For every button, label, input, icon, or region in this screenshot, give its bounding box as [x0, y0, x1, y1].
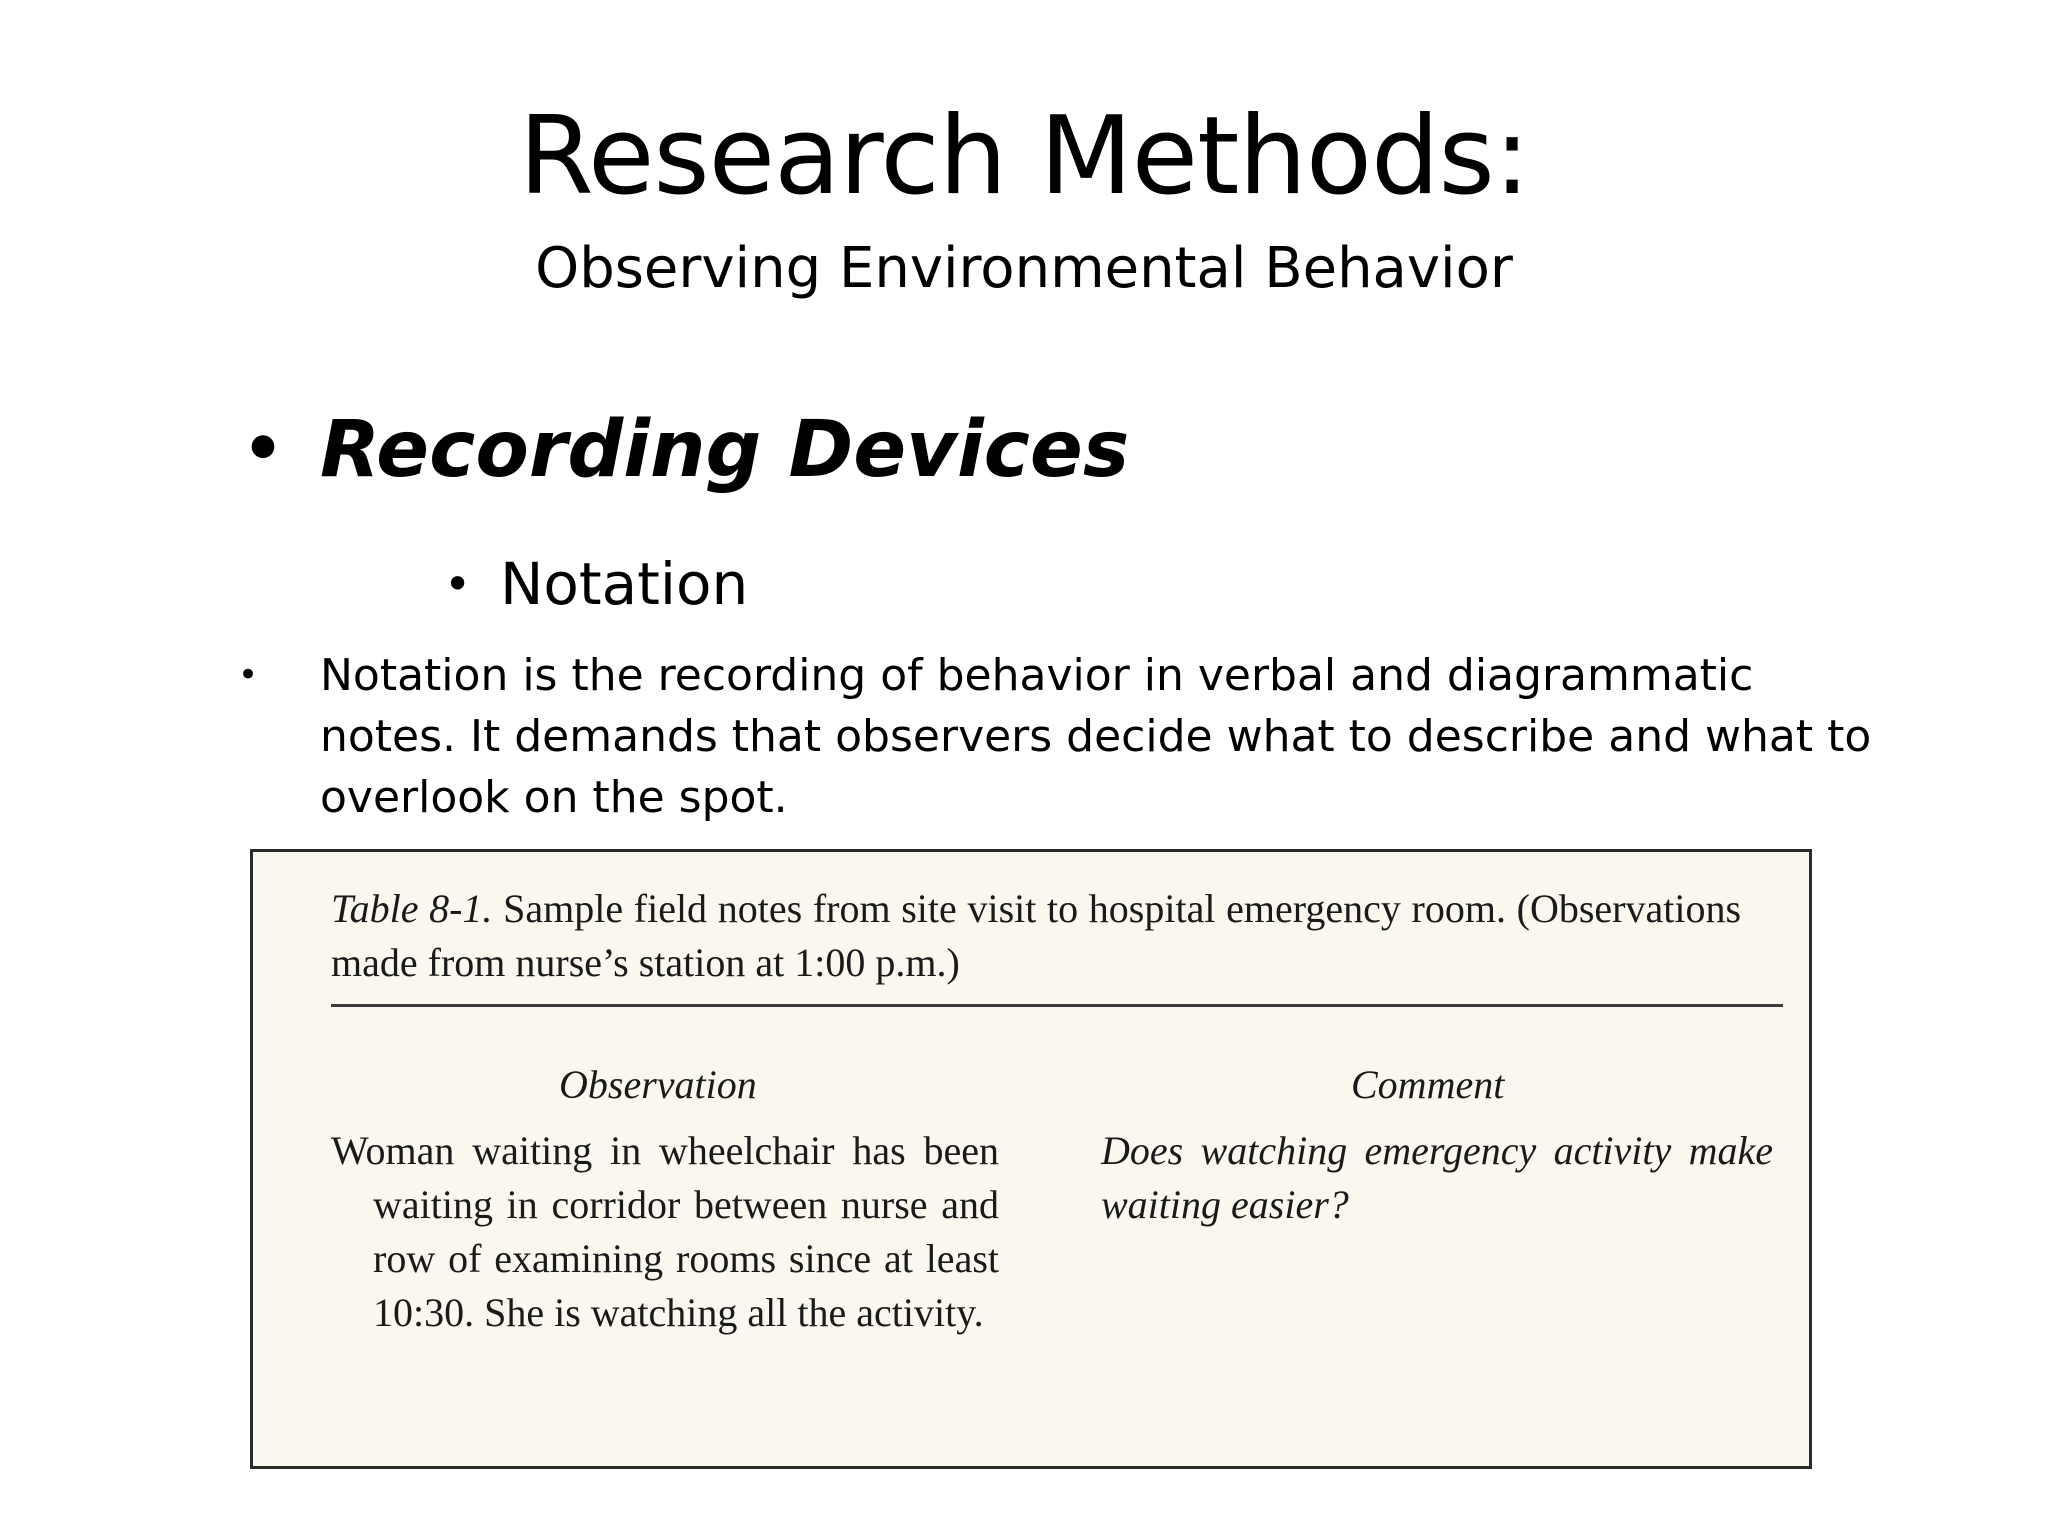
bullet-dot: •: [238, 655, 259, 695]
observation-text: Woman waiting in wheelchair has been waiting in corridor between nurse and row of examining rooms since at least 10:30. She is watching all the activity.: [331, 1128, 999, 1335]
definition-text: Notation is the recording of behavior in verbal and diagrammatic notes. It demands that observers decide what to describe and what to overlook on the spot.: [320, 650, 1872, 823]
bullet-notation: [444, 548, 748, 620]
bullet-recording-devices: [240, 400, 1129, 500]
bullet-dot: •: [444, 557, 472, 611]
column-header-comment: Comment: [1351, 1062, 1505, 1107]
bullet-notation-definition: [238, 645, 1878, 828]
table-caption-text: Sample field notes from site visit to hospital emergency room. (Observations made from nurse’s station at 1:00 p.m.): [331, 886, 1742, 985]
column-header-observation: Observation: [559, 1062, 757, 1107]
bullet-dot: •: [240, 405, 287, 495]
table-caption: [331, 882, 1741, 990]
bullet-heading: Recording Devices: [320, 405, 1130, 495]
slide-title: Research Methods:: [518, 94, 1530, 219]
comment-text: Does watching emergency activity make waiting easier?: [1101, 1128, 1773, 1227]
field-notes-table-image: [250, 849, 1812, 1469]
slide-subtitle: Observing Environmental Behavior: [535, 236, 1513, 301]
sub-bullet-label: Notation: [500, 550, 749, 618]
table-label: Table 8-1.: [331, 886, 493, 931]
table-divider: [331, 1004, 1783, 1007]
